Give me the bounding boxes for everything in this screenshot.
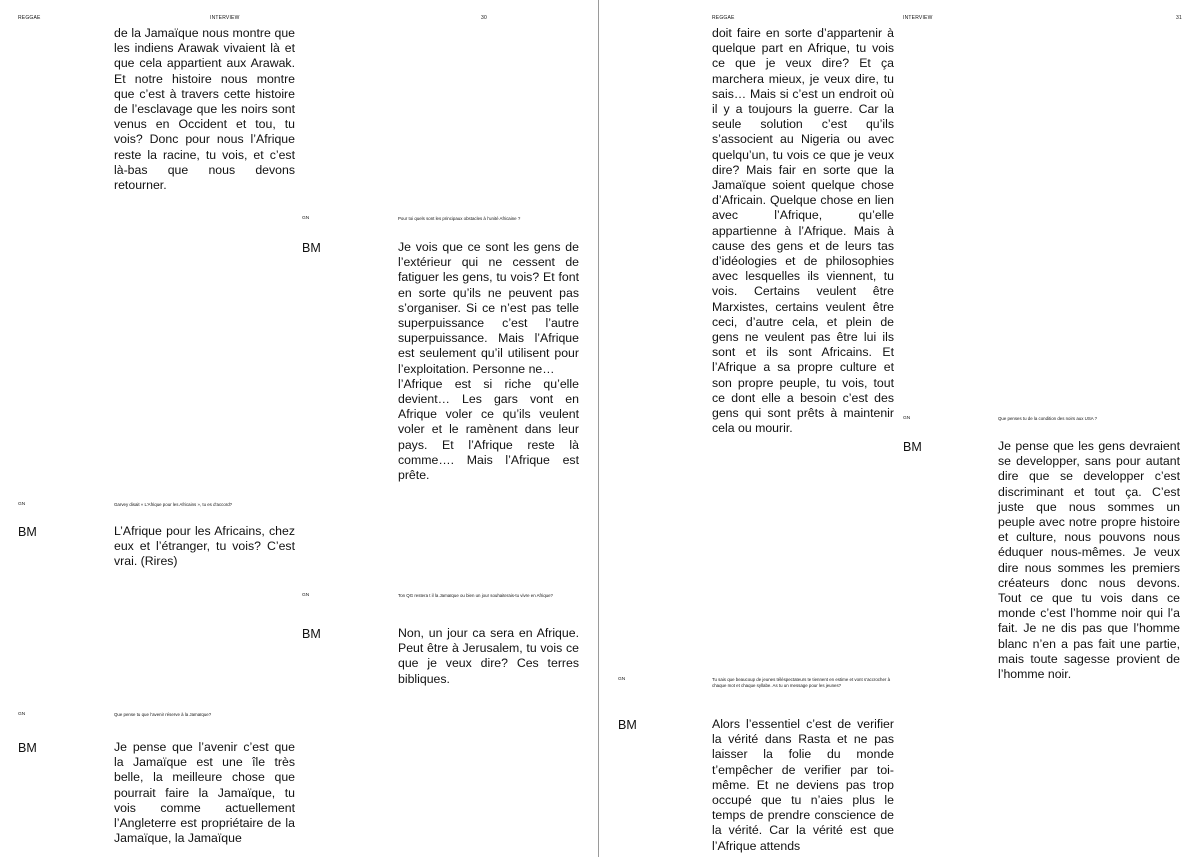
speaker-gn: GN (618, 677, 626, 682)
header-title: INTERVIEW (903, 15, 933, 21)
speaker-bm: BM (18, 525, 37, 539)
question-text: Ton QG restera t il la Jamaïque ou bien un jour souhaiterais-tu vivre en Afrique? (398, 593, 553, 598)
speaker-bm: BM (302, 241, 321, 255)
speaker-gn: GN (302, 216, 310, 221)
answer-text: Non, un jour ca sera en Afrique. Peut être à Jerusalem, tu vois ce que je veux dire? Ces terres bibliques. (398, 626, 579, 686)
answer-text: Je vois que ce sont les gens de l’extérieur qui ne cessent de fatiguer les gens, tu vois? Et font en sorte qu’ils ne peuvent pas s’organiser. Si ce n’est pas telle superpuissance c’est l’autre superpuissance. Mais l’Afrique est seulement qu’il utilisent pour l’exploitation. Personne ne… l’Afrique est si riche qu’elle devient… Les gars vont en Afrique voler ce qu’ils veulent voler et le ramènent dans leur pays. Et l’Afrique reste là comme…. Mais l’Afrique est prête. (398, 240, 579, 483)
page-number: 31 (1176, 15, 1182, 21)
intro-paragraph: doit faire en sorte d’appartenir à quelque part en Afrique, tu vois ce que je veux dire? Et ça marchera mieux, je veux dire, tu sais… Mais si c’est un endroit où il y a toujours la guerre. Car la seule solution c’est qu’ils s’associent au Nigeria ou avec quelqu’un, tu vois ce que je veux dire? Mais fair en sorte que la Jamaïque soient quelque chose d’Africain. Quelque chose en lien avec l’Afrique, qu’elle appartienne à l’Afrique. Mais à cause des gens et de leurs tas d’idéologies et de philosophies avec lesquelles ils viennent, tu vois. Certains veulent être Marxistes, certains veulent être ceci, d’autre cela, et plein de gens ne veulent pas être lui ils sont et ils sont Africains. Et l’Afrique a sa propre culture et son propre peuple, tu vois, tout ce dont elle a besoin c’est des gens qui sont prêts à maintenir cela ou mourir. (712, 26, 894, 436)
question-text: Garvey disait « L’Afrique pour les Africains », tu es d’accord? (114, 502, 233, 507)
speaker-bm: BM (903, 440, 922, 454)
question-text: Que pense tu que l’avenir réserve à la Jamaïque? (114, 712, 212, 717)
page-number: 30 (481, 15, 487, 21)
question-text: Tu sais que beaucoup de jeunes téléspectateurs te tiennent en estime et vont s’accrocher à chaque mot et chaque syllabe. As tu un message pour les jeunes? (712, 677, 891, 688)
speaker-gn: GN (18, 502, 26, 507)
question-text: Pour toi quels sont les principaux obstacles à l’unité Africaine ? (398, 216, 521, 221)
header-title: INTERVIEW (210, 15, 240, 21)
speaker-gn: GN (18, 712, 26, 717)
answer-text: Je pense que l’avenir c’est que la Jamaïque est une île très belle, la meilleure chose que pourrait faire la Jamaïque, tu vois comme actuellement l’Angleterre est propriétaire de la Jamaïque, la Jamaïque (114, 740, 295, 846)
speaker-gn: GN (903, 416, 911, 421)
page-gutter (598, 0, 599, 857)
speaker-bm: BM (18, 741, 37, 755)
header-section: REGGAE (712, 15, 735, 21)
answer-text: L’Afrique pour les Africains, chez eux et l’étranger, tu vois? C’est vrai. (Rires) (114, 524, 295, 569)
speaker-gn: GN (302, 593, 310, 598)
answer-text: Alors l’essentiel c’est de verifier la vérité dans Rasta et ne pas laisser la folie du monde t’empêcher de verifier par toi-même. Et ne deviens pas trop occupé que tu n’aies plus le temps de prendre conscience de la vérité. Car la vérité est que l’Afrique attends (712, 717, 894, 853)
answer-text: Je pense que les gens devraient se developper, sans pour autant dire que se developper c’est discriminant et tout ça. C’est juste que nous sommes un peuple avec notre propre histoire et culture, nous pouvons nous éduquer nous-mêmes. Je veux dire nous sommes les premiers créateurs donc nous devons. Tout ce que tu vois dans ce monde c’est l’homme noir qui l’a fait. Je ne dis pas que l’homme blanc n’en a pas fait une partie, mais toute sagesse provient de l’homme noir. (998, 439, 1180, 682)
right-page (601, 0, 1199, 857)
left-page (0, 0, 598, 857)
header-section: REGGAE (18, 15, 41, 21)
question-text: Que penses tu de la condition des noirs aux USA ? (998, 416, 1098, 421)
speaker-bm: BM (302, 627, 321, 641)
intro-paragraph: de la Jamaïque nous montre que les indiens Arawak vivaient là et que cela appartient aux Arawak. Et notre histoire nous montre que c’est à travers cette histoire de l’esclavage que les noirs sont venus en Occident et tou, tu vois? Donc pour nous l’Afrique reste la racine, tu vois, et c’est là-bas que nous devons retourner. (114, 26, 295, 193)
speaker-bm: BM (618, 718, 637, 732)
